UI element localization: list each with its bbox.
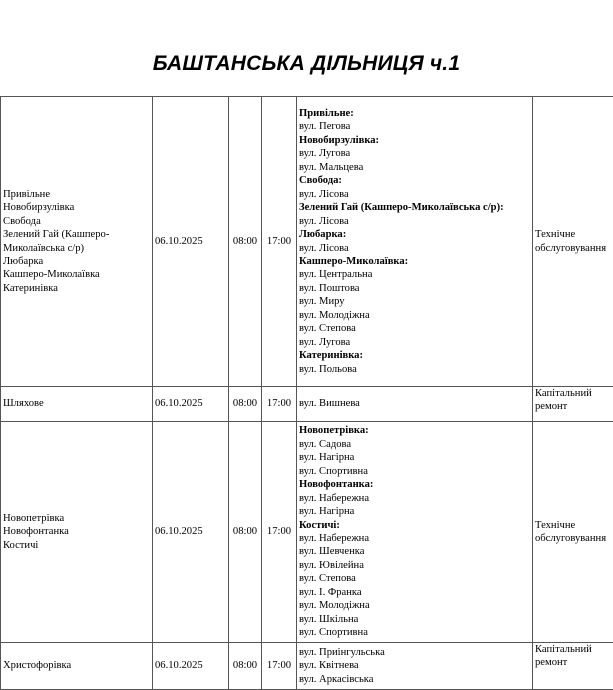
village-heading: Катеринівка: — [299, 349, 530, 362]
street-name: вул. Лісова — [299, 188, 530, 201]
street-name: вул. Миру — [299, 295, 530, 308]
locations-cell — [1, 387, 153, 422]
location-name: Новофонтанка — [3, 525, 150, 538]
street-name: вул. Нагірна — [299, 505, 530, 518]
date-cell: 06.10.2025 — [153, 422, 229, 643]
village-heading: Кашперо-Миколаївка: — [299, 255, 530, 268]
street-name: вул. Ювілейна — [299, 559, 530, 572]
location-name: Новопетрівка — [3, 512, 150, 525]
location-name: Зелений Гай (Кашперо-Миколаївська с/р) — [3, 228, 150, 255]
work-type-cell: Технічне обслуговування — [533, 97, 613, 387]
street-name: вул. Пегова — [299, 120, 530, 133]
street-name: вул. Центральна — [299, 268, 530, 281]
date-cell: 06.10.2025 — [153, 643, 229, 690]
village-heading: Свобода: — [299, 174, 530, 187]
date-cell: 06.10.2025 — [153, 387, 229, 422]
location-name: Кашперо-Миколаївка — [3, 268, 150, 281]
work-type-cell: Капітальний ремонт — [533, 387, 613, 422]
street-name: вул. Спортивна — [299, 626, 530, 639]
start-time-cell: 08:00 — [229, 643, 262, 690]
outage-schedule-table — [0, 96, 613, 690]
village-heading: Новопетрівка: — [299, 424, 530, 437]
village-heading: Привільне: — [299, 107, 530, 120]
village-heading: Новофонтанка: — [299, 478, 530, 491]
start-time-cell: 08:00 — [229, 97, 262, 387]
streets-cell — [297, 387, 533, 422]
street-name: вул. Молодіжна — [299, 599, 530, 612]
location-name: Шляхове — [3, 397, 150, 410]
street-name: вул. І. Франка — [299, 586, 530, 599]
page-title: БАШТАНСЬКА ДІЛЬНИЦЯ ч.1 — [0, 52, 613, 76]
street-name: вул. Нагірна — [299, 451, 530, 464]
street-name: вул. Поштова — [299, 282, 530, 295]
street-name: вул. Степова — [299, 322, 530, 335]
location-name: Новобирзулівка — [3, 201, 150, 214]
streets-cell — [297, 643, 533, 690]
village-heading: Костичі: — [299, 519, 530, 532]
location-name: Свобода — [3, 215, 150, 228]
table-row — [1, 643, 613, 690]
street-name: вул. Набережна — [299, 532, 530, 545]
streets-cell — [297, 422, 533, 643]
table-row — [1, 387, 613, 422]
start-time-cell: 08:00 — [229, 422, 262, 643]
location-name: Привільне — [3, 188, 150, 201]
table-row — [1, 422, 613, 643]
end-time-cell: 17:00 — [262, 643, 297, 690]
street-name: вул. Лісова — [299, 242, 530, 255]
street-name: вул. Лугова — [299, 336, 530, 349]
street-name: вул. Шкільна — [299, 613, 530, 626]
street-name: вул. Степова — [299, 572, 530, 585]
street-name: вул. Садова — [299, 438, 530, 451]
street-name: вул. Лугова — [299, 147, 530, 160]
start-time-cell: 08:00 — [229, 387, 262, 422]
street-name: вул. Польова — [299, 363, 530, 376]
street-name: вул. Приінгульська — [299, 646, 530, 659]
locations-cell — [1, 422, 153, 643]
location-name: Христофорівка — [3, 659, 150, 672]
street-name: вул. Вишнева — [299, 397, 530, 410]
village-heading: Зелений Гай (Кашперо-Миколаївська с/р): — [299, 201, 530, 214]
location-name: Любарка — [3, 255, 150, 268]
work-type-cell: Технічне обслуговування — [533, 422, 613, 643]
location-name: Костичі — [3, 539, 150, 552]
street-name: вул. Квітнева — [299, 659, 530, 672]
table-row — [1, 97, 613, 387]
street-name: вул. Аркасівська — [299, 673, 530, 686]
location-name: Катеринівка — [3, 282, 150, 295]
work-type-cell: Капітальний ремонт — [533, 643, 613, 690]
end-time-cell: 17:00 — [262, 97, 297, 387]
street-name: вул. Шевченка — [299, 545, 530, 558]
street-name: вул. Лісова — [299, 215, 530, 228]
village-heading: Новобирзулівка: — [299, 134, 530, 147]
schedule-body — [1, 97, 613, 690]
locations-cell — [1, 97, 153, 387]
date-cell: 06.10.2025 — [153, 97, 229, 387]
end-time-cell: 17:00 — [262, 387, 297, 422]
end-time-cell: 17:00 — [262, 422, 297, 643]
village-heading: Любарка: — [299, 228, 530, 241]
locations-cell — [1, 643, 153, 690]
street-name: вул. Набережна — [299, 492, 530, 505]
street-name: вул. Спортивна — [299, 465, 530, 478]
street-name: вул. Молодіжна — [299, 309, 530, 322]
street-name: вул. Мальцева — [299, 161, 530, 174]
streets-cell — [297, 97, 533, 387]
